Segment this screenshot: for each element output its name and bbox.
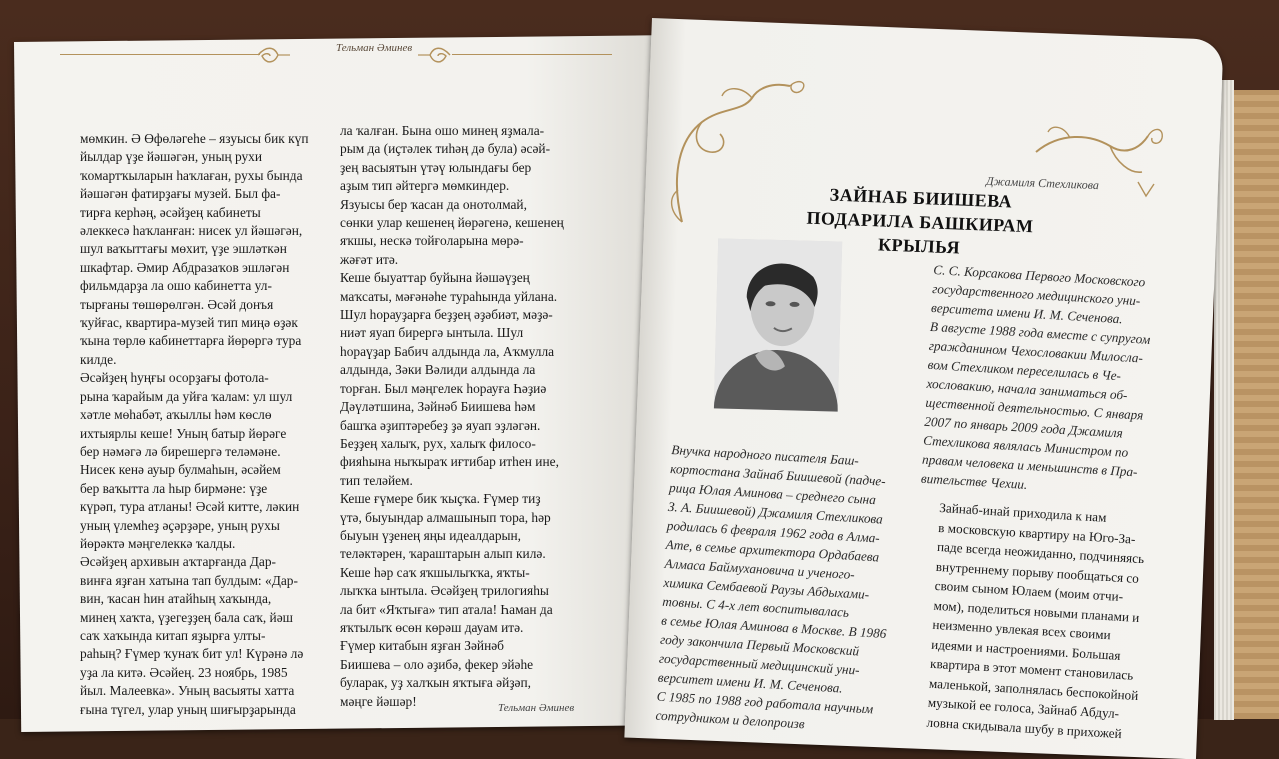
header-rule-left [60, 54, 260, 55]
left-column-2: ла ҡалған. Бына ошо минең яҙмала- рым да (иҫтәлек тиһәң дә була) әсәй- ҙең васыятын үтәү юлындағы бер аҙым тип әйтергә мөмкиндер. Язуысы бер ҡасан да онотолмай, сөнки улар кешенең йөрәгенә, кешенең яҡшы, нескә тойғоларына мөрә- жәғәт итә. Кеше быуаттар буйына йәшәүҙең маҡсаты, мәғәнәһе тураһында уйлана. Шул һорауҙарға беҙҙең әҙәбиәт, мәҙә- ниәт яуап бирергә ынтыла. Шул һораүҙар Бабич алдында ла, Аҡмулла алдында, Зәки Вәлиди алдында ла торған. Был мәңгелек һорауға Һәҙиә Дәүләтшина, Зәйнәб Биишева һәм башҡа әҙиптәребеҙ ҙә яуап эҙләгән. Беҙҙең халыҡ, рух, халыҡ филосо- фияһына ныҡыраҡ иғтибар итһен ине, тип теләйем. Кеше ғүмере бик ҡыҫҡа. Ғүмер тиҙ үтә, быуындар алмашынып тора, һәр быуын үҙенең яңы идеалдарын, теләктәрен, ҡараштарын алып килә. Кеше һәр саҡ яҡшылыҡҡа, яҡты- лыҡҡа ынтыла. Әсәйҙең трилогияһы ла бит «Яҡтыға» тип атала! Һаман да яҡтылыҡ өсөн көрәш дауам итә. Ғүмер китабын яҙған Зәйнәб Биишева – оло әҙибә, фекер эйәһе буларак, уҙ халҡын яҡтыға әйҙәп, мәңге йәшәр! [340, 123, 564, 709]
header-rule-right [452, 54, 612, 55]
portrait-image [714, 238, 842, 411]
left-column-1: мөмкин. Ә Өфөләгеһе – язуысы бик күп йылдар үҙе йәшәгән, уның рухи ҡомартҡыларын һаҡлаған, рухы бында йәшәгән фатирҙағы музей. Был фа- тирға керһәң, әсәйҙең кабинеты әлеккесә һаҡланған: нисек ул йәшәгән, шул ваҡыттағы мөхит, үҙе эшләткән шкафтар. Әмир Абдразаҡов эшләгән фильмдарҙа ла ошо кабинетта ул- тырғаны төшөрөлгән. Әсәй донъя ҡуйғас, квартира-музей тип миңә өҙәк ҡына төрлө кабинеттарға йөрөргә тура килде. Әсәйҙең һуңғы осорҙағы фотола- рына ҡарайым да уйға ҡалам: ул шул хәтле мөһабәт, аҡыллы һәм көслө ихтыярлы кеше! Уның батыр йөрәге бер нәмәгә лә бирешергә теләмәне. Нисек кенә ауыр булмаһын, әсәйем бер ваҡытта ла һыр бирмәне: үҙе күрәп, тура атланы! Әсәй китте, ләкин уның үлемһеҙ әҫәрҙәре, уның рухы йөрәктә мәңгелеккә ҡалды. Әсәйҙең архивын аҡтарғанда Дар- винға яҙған хатына тап булдым: «Дар- вин, ҡасан һин атайһың хаҡында, минең хаҡта, үҙегеҙҙең бала саҡ, йәш саҡ хаҡында китап яҙырға улты- раһың? Ғүмер ҡунаҡ бит ул! Күрәнә лә уҙа ла китә. Әсәйең. 23 ноябрь, 1985 йыл. Малеевка». Уның васыяты хатта ғына түгел, улар уның шиғырҙарында [80, 131, 309, 717]
footer-author: Тельман Әминев [498, 702, 575, 714]
article-title-line-1: ЗАЙНАБ БИИШЕВА [829, 184, 1013, 212]
header-flourish-right-icon [416, 44, 452, 66]
article-title-line-2: ПОДАРИЛА БАШКИРАМ КРЫЛЬЯ [806, 207, 1034, 258]
article-body: Зайнаб-инай приходила к нам в московскую квартиру на Юго-За- паде всегда неожиданно, подчиняясь внутреннему порыву пообщаться со своим сыном Юлаем (моим отчи- мом), поделиться новыми планами и неизменно увлекая всех своими идеями и настроениями. Большая квартира в этот момент становилась маленькой, заполнялась беспокойной музыкой ее голоса, Зайнаб Абдул- ловна скидывала шубу в прихожей [926, 499, 1145, 741]
header-author: Тельман Әминев [336, 42, 413, 54]
header-flourish-icon [256, 44, 292, 66]
article-byline: Джамиля Стехликова [985, 173, 1100, 193]
bookshelf-background [1228, 90, 1279, 719]
article-lead: Внучка народного писателя Баш- кортостана Зайнаб Биишевой (падче- рица Юлая Аминова – среднего сына З. А. Биишевой) Джамиля Стехликова родилась 6 февраля 1962 года в Алма- Ате, в семье архитектора Ордабаева Алмаса Баймухановича и ученого- химика Сембаевой Раузы Абдыхами- товны. С 4-х лет воспитывалась в семье Юлая Аминова в Москве. В 1986 году закончила Первый Московский государственный медицинский уни- верситет имени И. М. Сеченова. С 1985 по 1988 год работала научным сотрудником и делопроизв [655, 441, 887, 732]
left-page-header [60, 40, 620, 70]
author-bio: С. С. Корсакова Первого Московского государственного медицинского уни- верситета имени И. М. Сеченова. В августе 1988 года вместе с супругом гражданином Чехословакии Милосла- вом Стехликом переселилась в Че- хословакию, начала заниматься об- щественной деятельностью. С января 2007 по январь 2009 года Джамиля Стехликова являлась Министром по правам человека и меньшинств в Пра- вительстве Чехии. [920, 261, 1151, 492]
author-portrait-photo [714, 238, 842, 411]
